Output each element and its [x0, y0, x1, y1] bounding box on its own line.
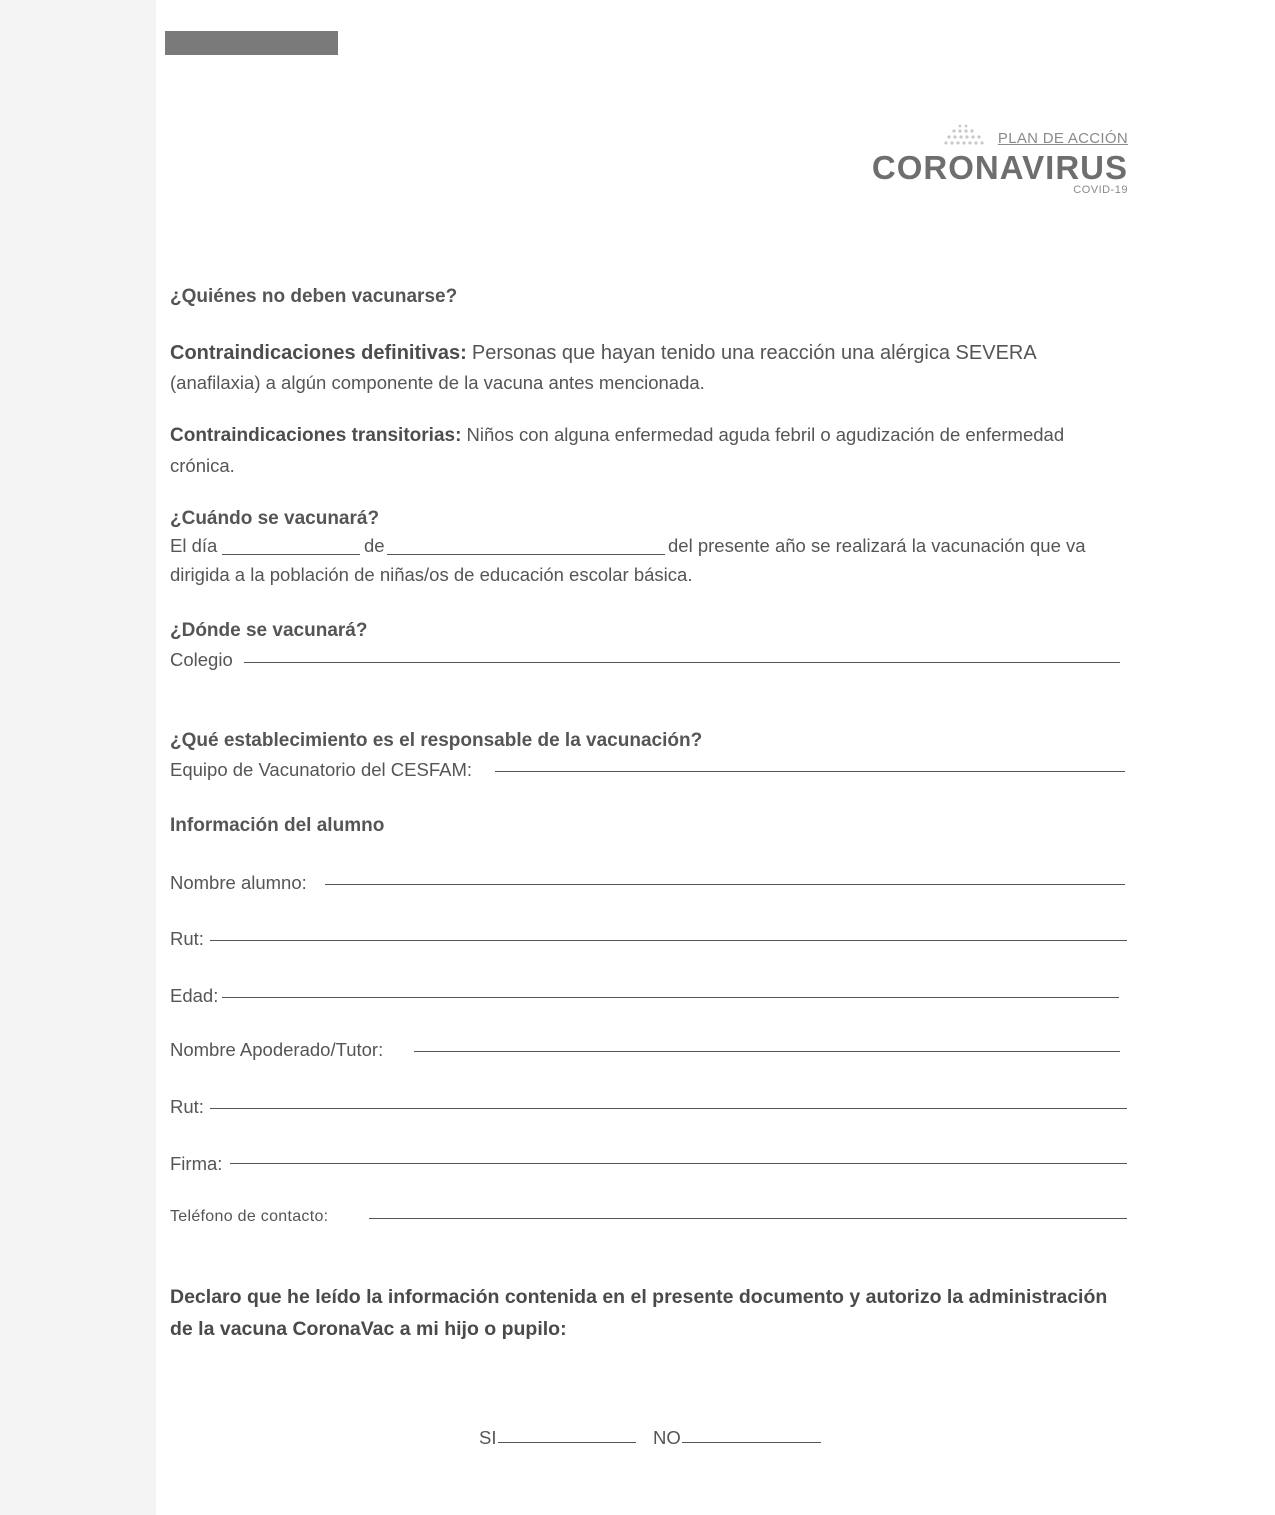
transient-label: Contraindicaciones transitorias:	[170, 425, 462, 446]
transient-contraindications	[170, 420, 1135, 481]
edad-field[interactable]	[222, 997, 1119, 998]
cesfam-field[interactable]	[495, 771, 1125, 772]
colegio-field[interactable]	[244, 662, 1120, 663]
plan-accion-logo	[871, 122, 1128, 202]
logo-plan-text: PLAN DE ACCIÓN	[997, 130, 1128, 147]
no-label: NO	[653, 1427, 681, 1448]
transient-text-1: Niños con alguna enfermedad aguda febril o agudización de enfermedad	[466, 424, 1065, 445]
nombre-alumno-field[interactable]	[325, 884, 1125, 885]
transient-text-2: crónica.	[170, 455, 235, 476]
logo-covid-text: COVID-19	[1073, 184, 1128, 196]
firma-field[interactable]	[230, 1163, 1127, 1164]
rut-apoderado-field[interactable]	[210, 1108, 1127, 1109]
colegio-label: Colegio	[170, 649, 233, 670]
info-alumno-heading: Información del alumno	[170, 815, 385, 836]
globe-icon	[940, 123, 988, 147]
quienes-heading: ¿Quiénes no deben vacunarse?	[170, 286, 458, 307]
rut-alumno-label: Rut:	[170, 928, 204, 949]
definitive-label: Contraindicaciones definitivas:	[170, 342, 467, 364]
definitive-contraindications	[170, 338, 1130, 398]
si-field[interactable]	[498, 1442, 636, 1443]
rut-alumno-field[interactable]	[210, 940, 1127, 941]
mes-field[interactable]	[387, 554, 665, 555]
si-label: SI	[479, 1427, 497, 1448]
declaration-line-1: Declaro que he leído la información contenida en el presente documento y autorizo la administración	[170, 1286, 1108, 1308]
rut-apoderado-label: Rut:	[170, 1096, 204, 1117]
dia-field[interactable]	[222, 554, 360, 555]
equipo-label: Equipo de Vacunatorio del CESFAM:	[170, 759, 472, 780]
redaction-block	[165, 31, 338, 55]
de-label: de	[364, 535, 385, 556]
definitive-text-2: (anafilaxia) a algún componente de la vacuna antes mencionada.	[170, 372, 705, 393]
no-field[interactable]	[682, 1442, 821, 1443]
declaration-text	[170, 1281, 1135, 1345]
presente-text: del presente año se realizará la vacunación que va	[668, 535, 1086, 556]
el-dia-label: El día	[170, 535, 218, 556]
definitive-text-1: Personas que hayan tenido una reacción una alérgica SEVERA	[471, 342, 1037, 364]
edad-label: Edad:	[170, 985, 219, 1006]
firma-label: Firma:	[170, 1153, 223, 1174]
declaration-line-2: de la vacuna CoronaVac a mi hijo o pupilo:	[170, 1318, 567, 1340]
telefono-field[interactable]	[369, 1218, 1127, 1219]
nombre-alumno-label: Nombre alumno:	[170, 872, 307, 893]
donde-heading: ¿Dónde se vacunará?	[170, 620, 368, 641]
logo-brand-text: CORONAVIRUS	[871, 149, 1128, 186]
cuando-heading: ¿Cuándo se vacunará?	[170, 508, 380, 529]
telefono-label: Teléfono de contacto:	[170, 1208, 329, 1225]
dirigida-text: dirigida a la población de niñas/os de educación escolar básica.	[170, 564, 693, 585]
apoderado-field[interactable]	[414, 1051, 1120, 1052]
establecimiento-heading: ¿Qué establecimiento es el responsable de la vacunación?	[170, 730, 703, 751]
apoderado-label: Nombre Apoderado/Tutor:	[170, 1039, 384, 1060]
